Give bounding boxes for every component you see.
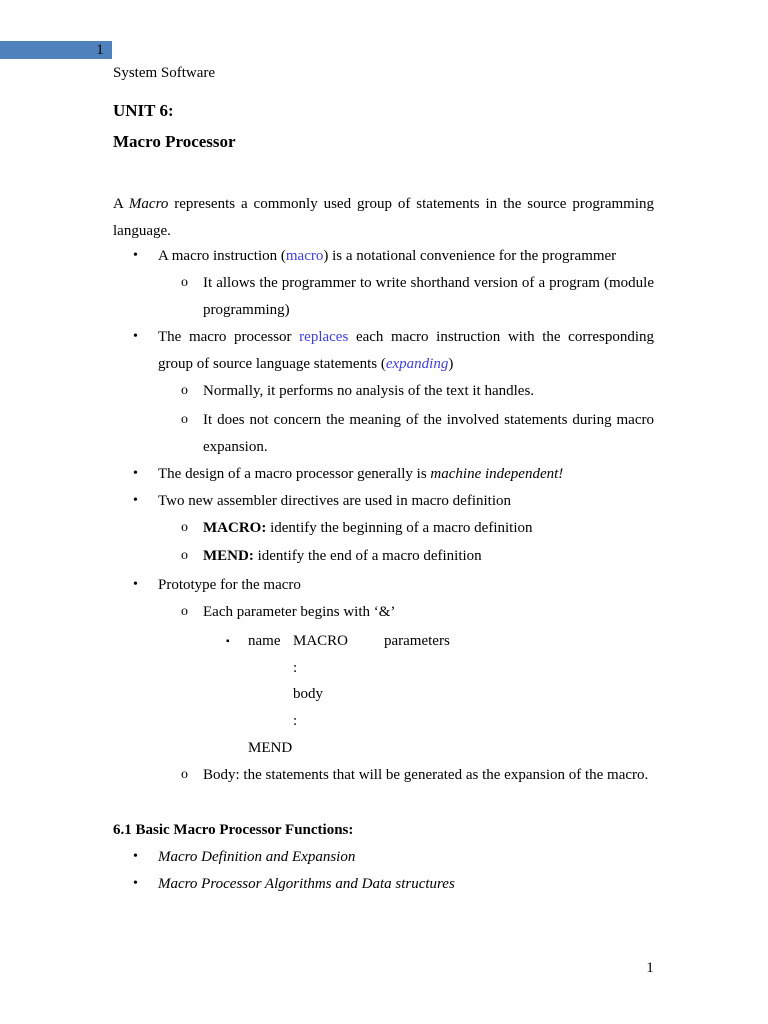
sub-bullet-marker: o	[181, 520, 188, 535]
course-name: System Software	[113, 65, 216, 81]
header-page-number: 1	[96, 42, 104, 58]
sub-list-item: Normally, it performs no analysis of the text it handles.	[203, 383, 535, 399]
sub-bullet-marker: o	[181, 767, 188, 782]
prototype-colon: :	[293, 660, 298, 676]
prototype-colon: :	[293, 713, 298, 729]
unit-heading: UNIT 6:	[113, 101, 174, 120]
sub-list-item: It allows the programmer to write shorthand version of a program (module programming)	[203, 275, 654, 318]
page-title: Macro Processor	[113, 132, 236, 151]
list-item: Two new assembler directives are used in macro definition	[158, 493, 511, 509]
sub-list-item: MACRO: identify the beginning of a macro definition	[203, 520, 533, 536]
sub-bullet-marker: o	[181, 604, 188, 619]
square-bullet-marker: ▪	[226, 636, 230, 647]
prototype-parameters: parameters	[384, 633, 450, 649]
list-item: The design of a macro processor generally is machine independent!	[158, 466, 564, 482]
footer-page-number: 1	[646, 960, 654, 976]
bullet-marker: •	[133, 248, 138, 263]
list-item: Prototype for the macro	[158, 577, 301, 593]
intro-paragraph: A Macro represents a commonly used group of statements in the source programming language.	[113, 196, 655, 239]
bullet-marker: •	[133, 577, 138, 592]
sub-bullet-marker: o	[181, 412, 188, 427]
list-item: Macro Processor Algorithms and Data structures	[158, 876, 455, 892]
sub-bullet-marker: o	[181, 275, 188, 290]
list-item: Macro Definition and Expansion	[158, 849, 356, 865]
list-item: A macro instruction (macro) is a notational convenience for the programmer	[158, 248, 617, 264]
sub-bullet-marker: o	[181, 383, 188, 398]
bullet-marker: •	[133, 876, 138, 891]
bullet-marker: •	[133, 849, 138, 864]
section-heading: 6.1 Basic Macro Processor Functions:	[113, 822, 354, 838]
bullet-marker: •	[133, 329, 138, 344]
sub-list-item: MEND: identify the end of a macro definition	[203, 548, 482, 564]
prototype-name: name	[248, 633, 281, 649]
sub-list-item: Each parameter begins with ‘&’	[203, 604, 396, 620]
prototype-macro: MACRO	[293, 633, 349, 649]
sub-list-item: Body: the statements that will be generated as the expansion of the macro.	[203, 767, 649, 783]
bullet-marker: •	[133, 493, 138, 508]
bullet-marker: •	[133, 466, 138, 481]
list-item: The macro processor replaces each macro instruction with the corresponding group of source language statements (expanding)	[158, 329, 654, 372]
prototype-body: body	[293, 686, 323, 702]
sub-bullet-marker: o	[181, 548, 188, 563]
sub-list-item: It does not concern the meaning of the involved statements during macro expansion.	[203, 412, 654, 455]
prototype-mend: MEND	[248, 740, 293, 756]
